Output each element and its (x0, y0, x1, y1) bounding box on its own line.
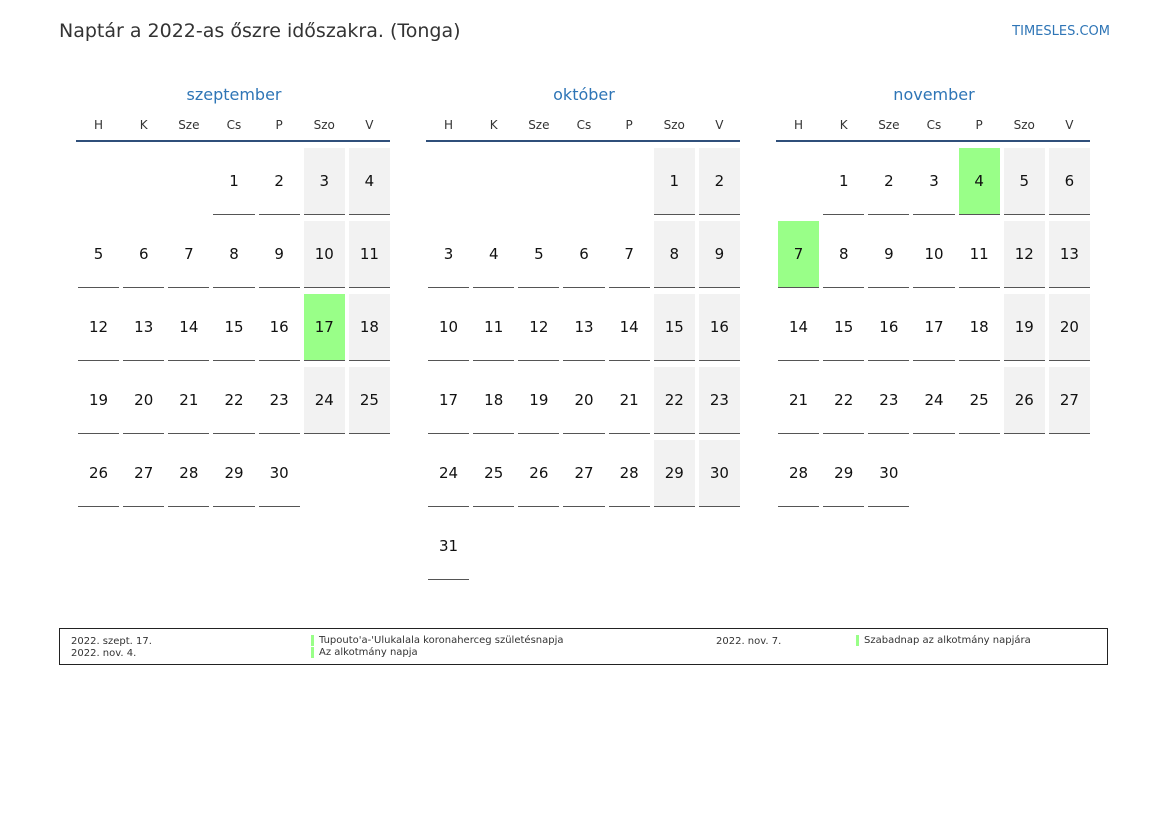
day-cell: 19 (78, 367, 119, 434)
day-cell: 4 (349, 148, 390, 215)
header-divider (776, 140, 1090, 142)
day-cell: 27 (563, 440, 604, 507)
day-cell: 7 (168, 221, 209, 288)
empty-cell (913, 440, 954, 507)
week-row (426, 365, 742, 438)
day-cell: 13 (123, 294, 164, 361)
week-row (76, 219, 392, 292)
day-cell: 16 (868, 294, 909, 361)
day-cell: 20 (123, 367, 164, 434)
day-cell: 28 (778, 440, 819, 507)
day-cell: 6 (123, 221, 164, 288)
day-cell: 18 (473, 367, 514, 434)
day-cell: 3 (304, 148, 345, 215)
day-cell: 10 (913, 221, 954, 288)
site-link[interactable]: TIMESLES.COM (1012, 24, 1110, 39)
weekday-label: V (365, 118, 374, 132)
weekday-label: Szo (313, 118, 335, 132)
weekday-label: H (444, 118, 454, 132)
day-cell: 6 (1049, 148, 1090, 215)
day-cell: 12 (518, 294, 559, 361)
day-cell: 25 (473, 440, 514, 507)
day-cell: 29 (654, 440, 695, 507)
empty-cell (518, 148, 559, 215)
empty-cell (473, 148, 514, 215)
day-cell: 14 (609, 294, 650, 361)
day-cell: 12 (1004, 221, 1045, 288)
header-divider (426, 140, 740, 142)
day-cell: 2 (699, 148, 740, 215)
holiday-day-cell: 4 (959, 148, 1000, 215)
week-row (76, 438, 392, 511)
day-cell: 13 (563, 294, 604, 361)
month-name: október (553, 85, 615, 104)
week-row (426, 292, 742, 365)
day-cell: 1 (654, 148, 695, 215)
day-cell: 8 (823, 221, 864, 288)
day-grid (776, 146, 1092, 511)
day-cell: 19 (1004, 294, 1045, 361)
weekday-label: H (94, 118, 104, 132)
day-cell: 14 (778, 294, 819, 361)
legend-holiday-name: Az alkotmány napja (311, 647, 418, 658)
weekday-label: Sze (528, 118, 550, 132)
holiday-legend (59, 628, 1108, 665)
weekday-label: Sze (178, 118, 200, 132)
day-grid (76, 146, 392, 511)
empty-cell (654, 513, 695, 580)
empty-cell (609, 513, 650, 580)
day-cell: 5 (518, 221, 559, 288)
day-cell: 14 (168, 294, 209, 361)
day-cell: 13 (1049, 221, 1090, 288)
day-cell: 1 (823, 148, 864, 215)
week-row (426, 511, 742, 584)
day-cell: 28 (168, 440, 209, 507)
empty-cell (1049, 440, 1090, 507)
day-cell: 2 (259, 148, 300, 215)
empty-cell (168, 148, 209, 215)
day-cell: 23 (699, 367, 740, 434)
day-cell: 24 (304, 367, 345, 434)
day-cell: 3 (913, 148, 954, 215)
day-cell: 11 (349, 221, 390, 288)
day-cell: 9 (699, 221, 740, 288)
day-cell: 5 (78, 221, 119, 288)
day-cell: 4 (473, 221, 514, 288)
empty-cell (473, 513, 514, 580)
week-row (76, 146, 392, 219)
week-row (776, 438, 1092, 511)
day-cell: 25 (349, 367, 390, 434)
day-cell: 28 (609, 440, 650, 507)
day-cell: 30 (259, 440, 300, 507)
day-cell: 12 (78, 294, 119, 361)
week-row (76, 292, 392, 365)
weekday-label: K (139, 118, 148, 132)
weekday-header (76, 116, 392, 134)
day-cell: 20 (1049, 294, 1090, 361)
legend-date: 2022. nov. 4. (71, 648, 137, 659)
holiday-day-cell: 17 (304, 294, 345, 361)
day-cell: 23 (868, 367, 909, 434)
day-cell: 25 (959, 367, 1000, 434)
day-cell: 20 (563, 367, 604, 434)
weekday-label: Cs (926, 118, 942, 132)
day-cell: 29 (823, 440, 864, 507)
empty-cell (563, 513, 604, 580)
holiday-day-cell: 7 (778, 221, 819, 288)
weekday-label: H (794, 118, 804, 132)
month-november (776, 82, 1092, 511)
weekday-label: Cs (576, 118, 592, 132)
empty-cell (778, 148, 819, 215)
day-grid (426, 146, 742, 584)
day-cell: 15 (213, 294, 254, 361)
legend-date: 2022. nov. 7. (716, 636, 782, 647)
day-cell: 19 (518, 367, 559, 434)
legend-holiday-name: Szabadnap az alkotmány napjára (856, 635, 1031, 646)
day-cell: 7 (609, 221, 650, 288)
day-cell: 16 (259, 294, 300, 361)
empty-cell (563, 148, 604, 215)
day-cell: 2 (868, 148, 909, 215)
day-cell: 23 (259, 367, 300, 434)
weekday-label: P (275, 118, 283, 132)
day-cell: 21 (778, 367, 819, 434)
day-cell: 8 (213, 221, 254, 288)
month-october (426, 82, 742, 584)
empty-cell (1004, 440, 1045, 507)
month-name: november (893, 85, 975, 104)
day-cell: 17 (913, 294, 954, 361)
week-row (426, 219, 742, 292)
day-cell: 18 (959, 294, 1000, 361)
day-cell: 22 (213, 367, 254, 434)
empty-cell (123, 148, 164, 215)
empty-cell (349, 440, 390, 507)
week-row (426, 146, 742, 219)
empty-cell (304, 440, 345, 507)
day-cell: 30 (699, 440, 740, 507)
day-cell: 1 (213, 148, 254, 215)
day-cell: 10 (428, 294, 469, 361)
day-cell: 5 (1004, 148, 1045, 215)
weekday-label: Sze (878, 118, 900, 132)
day-cell: 18 (349, 294, 390, 361)
week-row (776, 146, 1092, 219)
day-cell: 21 (168, 367, 209, 434)
weekday-label: Szo (663, 118, 685, 132)
empty-cell (699, 513, 740, 580)
weekday-label: V (715, 118, 724, 132)
day-cell: 6 (563, 221, 604, 288)
day-cell: 26 (1004, 367, 1045, 434)
day-cell: 22 (654, 367, 695, 434)
day-cell: 31 (428, 513, 469, 580)
day-cell: 16 (699, 294, 740, 361)
day-cell: 24 (428, 440, 469, 507)
day-cell: 26 (518, 440, 559, 507)
day-cell: 15 (823, 294, 864, 361)
weekday-label: Szo (1013, 118, 1035, 132)
day-cell: 11 (473, 294, 514, 361)
weekday-label: P (975, 118, 983, 132)
weekday-header (426, 116, 742, 134)
month-september (76, 82, 392, 511)
day-cell: 8 (654, 221, 695, 288)
day-cell: 29 (213, 440, 254, 507)
day-cell: 27 (1049, 367, 1090, 434)
legend-holiday-name: Tupouto'a-'Ulukalala koronaherceg születésnapja (311, 635, 564, 646)
page-title: Naptár a 2022-as őszre időszakra. (Tonga) (59, 20, 461, 42)
weekday-label: Cs (226, 118, 242, 132)
day-cell: 9 (868, 221, 909, 288)
empty-cell (959, 440, 1000, 507)
month-name: szeptember (186, 85, 282, 104)
week-row (776, 365, 1092, 438)
day-cell: 10 (304, 221, 345, 288)
day-cell: 17 (428, 367, 469, 434)
empty-cell (78, 148, 119, 215)
weekday-label: V (1065, 118, 1074, 132)
weekday-header (776, 116, 1092, 134)
week-row (76, 365, 392, 438)
weekday-label: P (625, 118, 633, 132)
header-divider (76, 140, 390, 142)
weekday-label: K (489, 118, 498, 132)
day-cell: 30 (868, 440, 909, 507)
empty-cell (518, 513, 559, 580)
day-cell: 11 (959, 221, 1000, 288)
day-cell: 22 (823, 367, 864, 434)
empty-cell (609, 148, 650, 215)
day-cell: 3 (428, 221, 469, 288)
weekday-label: K (839, 118, 848, 132)
day-cell: 15 (654, 294, 695, 361)
day-cell: 27 (123, 440, 164, 507)
day-cell: 9 (259, 221, 300, 288)
week-row (776, 219, 1092, 292)
empty-cell (428, 148, 469, 215)
day-cell: 24 (913, 367, 954, 434)
week-row (776, 292, 1092, 365)
week-row (426, 438, 742, 511)
day-cell: 26 (78, 440, 119, 507)
legend-date: 2022. szept. 17. (71, 636, 152, 647)
day-cell: 21 (609, 367, 650, 434)
